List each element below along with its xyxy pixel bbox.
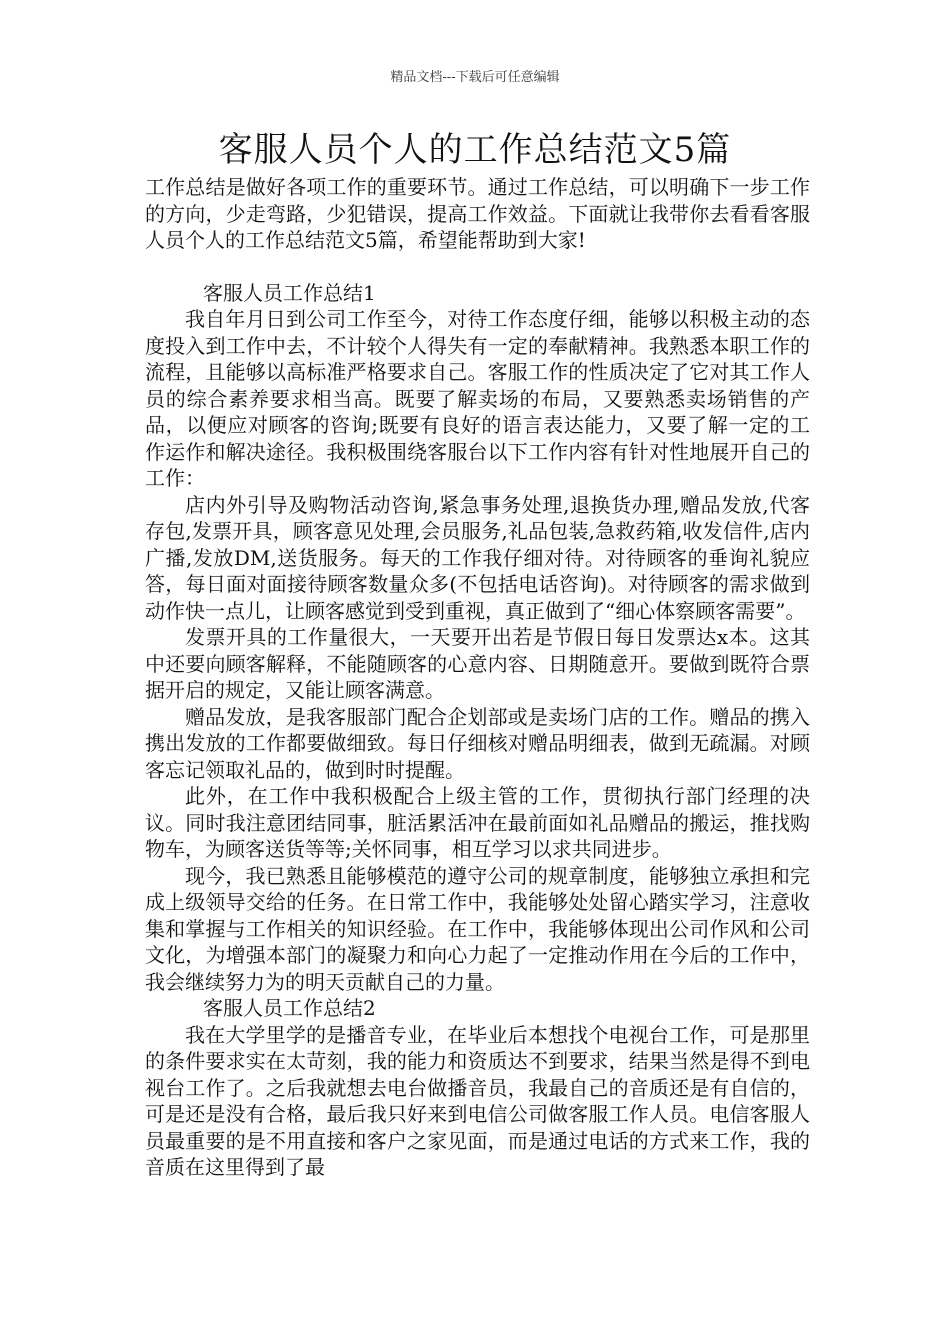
blank-line [145,254,810,280]
body-paragraph: 发票开具的工作量很大，一天要开出若是节假日每日发票达x本。这其中还要向顾客解释，不能随顾客的心意内容、日期随意开。要做到既符合票据开启的规定，又能让顾客满意。 [145,625,810,702]
body-paragraph: 我自年月日到公司工作至今，对待工作态度仔细，能够以积极主动的态度投入到工作中去，不计较个人得失有一定的奉献精神。我熟悉本职工作的流程，且能够以高标准严格要求自己。客服工作的性质决定了它对其工作人员的综合素养要求相当高。既要了解卖场的布局，又要熟悉卖场销售的产品，以便应对顾客的咨询;既要有良好的语言表达能力，又要了解一定的工作运作和解决途径。我积极围绕客服台以下工作内容有针对性地展开自己的工作： [145,307,810,490]
section-heading: 客服人员工作总结2 [203,996,376,1020]
body-paragraph: 现今，我已熟悉且能够模范的遵守公司的规章制度，能够独立承担和完成上级领导交给的任务。在日常工作中，我能够处处留心踏实学习，注意收集和掌握与工作相关的知识经验。在工作中，我能够体现出公司作风和公司文化，为增强本部门的凝聚力和向心力起了一定推动作用在今后的工作中，我会继续努力为的明天贡献自己的力量。 [145,863,810,994]
body-paragraph: 赠品发放，是我客服部门配合企划部或是卖场门店的工作。赠品的携入携出发放的工作都要做细致。每日仔细核对赠品明细表，做到无疏漏。对顾客忘记领取礼品的，做到时时提醒。 [145,704,810,782]
body-paragraph: 我在大学里学的是播音专业，在毕业后本想找个电视台工作，可是那里的条件要求实在太苛刻，我的能力和资质达不到要求，结果当然是得不到电视台工作了。之后我就想去电台做播音员，我最自己的音质还是有自信的，可是还是没有合格，最后我只好来到电信公司做客服工作人员。电信客服人员最重要的是不用直接和客户之家见面，而是通过电话的方式来工作，我的音质在这里得到了最 [145,1022,810,1179]
section-heading: 客服人员工作总结1 [203,280,376,305]
document-body [145,174,810,1181]
body-paragraph: 此外，在工作中我积极配合上级主管的工作，贯彻执行部门经理的决议。同时我注意团结同事，脏活累活冲在最前面如礼品赠品的搬运，推找购物车，为顾客送货等等;关怀同事，相互学习以求共同进步。 [145,784,810,861]
document-title: 客服人员个人的工作总结范文5篇 [218,130,732,170]
intro-paragraph: 工作总结是做好各项工作的重要环节。通过工作总结，可以明确下一步工作的方向，少走弯路，少犯错误，提高工作效益。下面就让我带你去看看客服人员个人的工作总结范文5篇，希望能帮助到大家! [145,175,810,252]
body-paragraph: 店内外引导及购物活动咨询,紧急事务处理,退换货办理,赠品发放,代客存包,发票开具，顾客意见处理,会员服务,礼品包装,急救药箱,收发信件,店内广播,发放DM,送货服务。每天的工作我仔细对待。对待顾客的垂询礼貌应答，每日面对面接待顾客数量众多(不包括电话咨询)。对待顾客的需求做到动作快一点儿，让顾客感觉到受到重视，真正做到了“细心体察顾客需要”。 [145,492,810,623]
page-header: 精品文档---下载后可任意编辑 [390,70,560,85]
